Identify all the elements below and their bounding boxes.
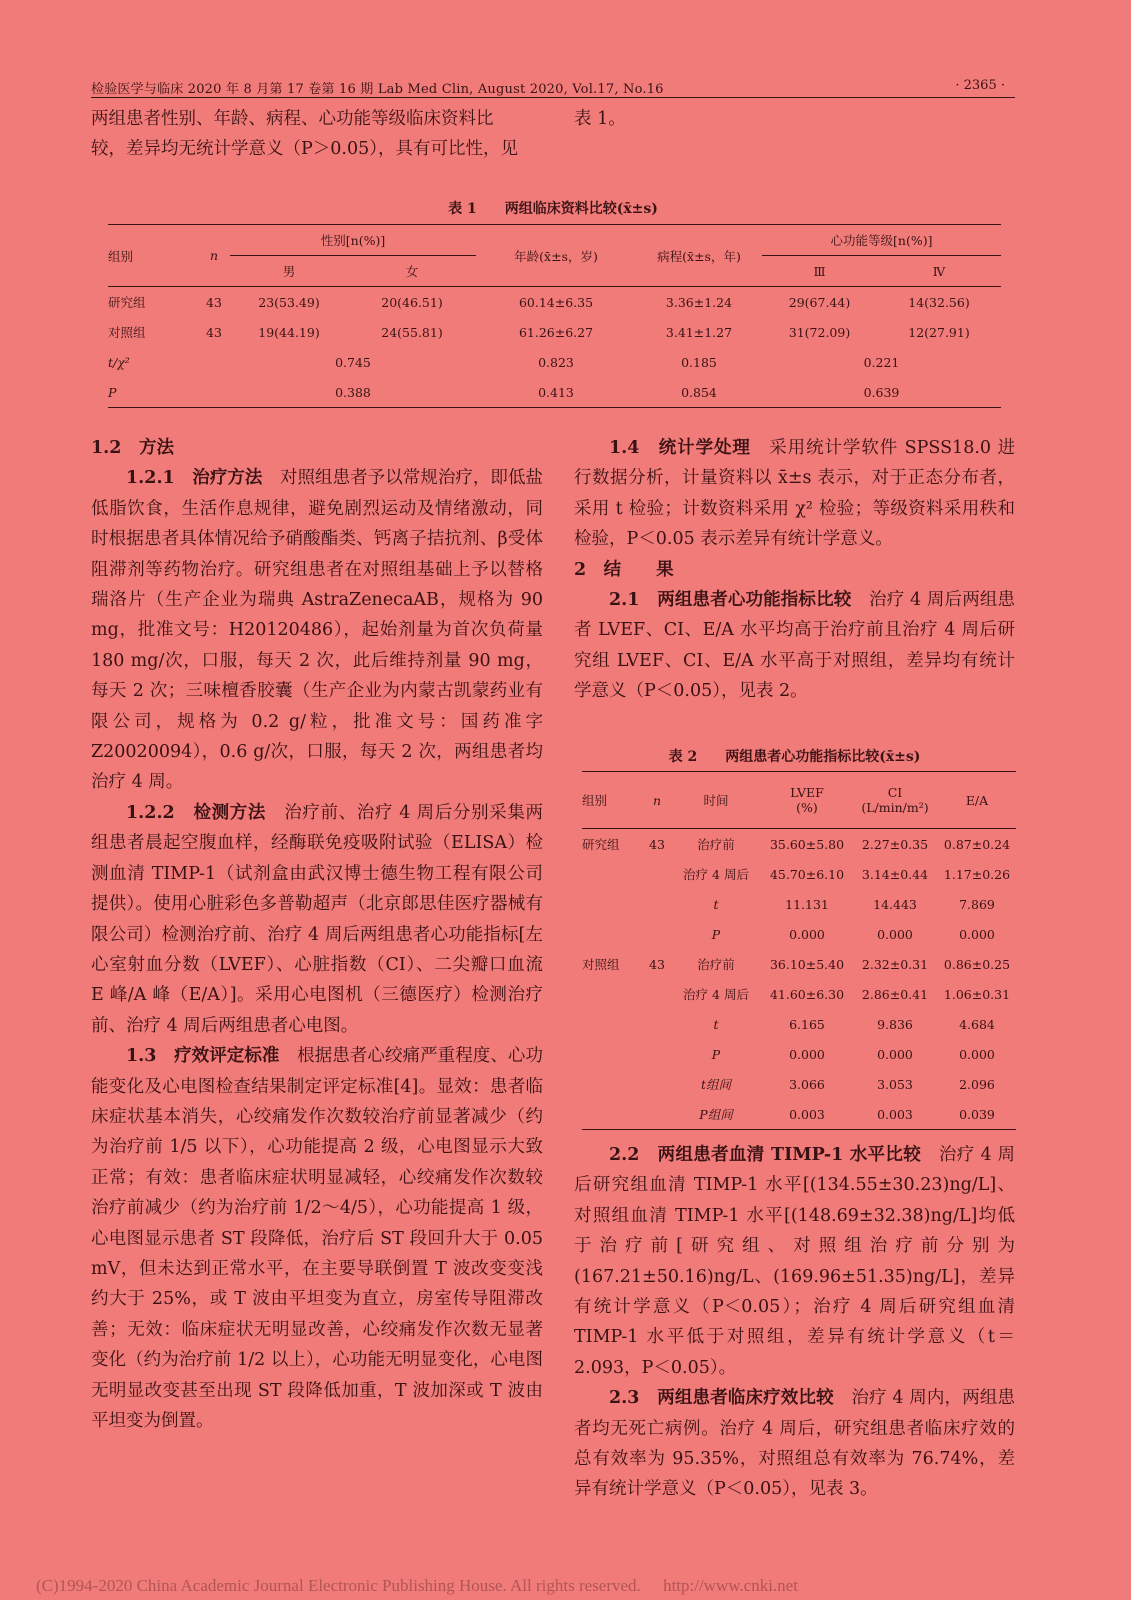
running-header-left xyxy=(91,78,664,97)
table1-header-course: 病程(x̄±s，年) xyxy=(657,248,741,264)
cell-p-age: 0.413 xyxy=(538,384,574,400)
cell-grade4: 12(27.91) xyxy=(908,324,970,340)
cell-ci: 9.836 xyxy=(877,1016,913,1032)
copyright-footer xyxy=(36,1576,798,1596)
cell-stat-grade: 0.221 xyxy=(863,354,900,370)
cell-ea: 1.06±0.31 xyxy=(943,986,1011,1002)
cell-lvef: 0.000 xyxy=(789,1046,825,1062)
cell-ea: 7.869 xyxy=(959,896,995,912)
cell-ea: 0.87±0.24 xyxy=(943,836,1011,852)
cell-ci: 0.000 xyxy=(877,1046,913,1062)
cell-lvef: 36.10±5.40 xyxy=(769,956,845,972)
cell-n: 43 xyxy=(206,294,222,310)
heading-1-4: 1.4 统计学处理 xyxy=(609,438,751,458)
intro-line-2: 较，差异均无统计学意义（P＞0.05），具有可比性，见 xyxy=(91,139,518,160)
cell-grade3: 29(67.44) xyxy=(788,294,851,310)
right-column-lower xyxy=(574,1140,1015,1505)
table2-caption: 表 2 两组患者心功能指标比较(x̄±s) xyxy=(668,749,921,765)
left-column xyxy=(91,433,543,1436)
table-row xyxy=(582,829,1016,860)
intro-line-1: 两组患者性别、年龄、病程、心功能等级临床资料比 xyxy=(91,109,494,129)
heading-1-2: 1.2 方法 xyxy=(91,438,174,458)
cell-n xyxy=(644,1069,670,1099)
cell-time: 治疗 4 周后 xyxy=(683,987,749,1002)
cell-lvef: 0.003 xyxy=(789,1106,825,1122)
table2-header-group: 组别 xyxy=(582,793,608,808)
cell-n xyxy=(644,859,670,889)
cell-group xyxy=(582,979,644,1009)
paragraph-1-2-1: 对照组患者予以常规治疗，即低盐低脂饮食，生活作息规律，避免剧烈运动及情绪激动，同时根据患者具体情况给予硝酸酯类、钙离子拮抗剂、β受体阻滞剂等药物治疗。研究组患者在对照组基础上予以替格瑞洛片（生产企业为瑞典 AstraZenecaAB，规格为 90 mg，批准文号：H20120486），起始剂量为首次负荷量 180 mg/次，口服，每天 2 次，此后维持剂量 90 mg，每天 2 次；三味檀香胶囊（生产企业为内蒙古凯蒙药业有限公司，规格为 0.2 g/粒，批准文号：国药准字 Z20020094），0.6 g/次，口服，每天 2 次，两组患者均治疗 4 周。 xyxy=(91,468,544,793)
cell-grade3: 31(72.09) xyxy=(788,324,851,340)
cell-n xyxy=(644,979,670,1009)
cell-p-sex: 0.388 xyxy=(335,384,371,400)
paragraph-1-3: 根据患者心绞痛严重程度、心功能变化及心电图检查结果制定评定标准[4]。显效：患者临床症状基本消失，心绞痛发作次数较治疗前显著减少（约为治疗前 1/5 以下），心功能提高 2 级，心电图显示大致正常；有效：患者临床症状明显减轻，心绞痛发作次数较治疗前减少（约为治疗前 1/2～4/5），心功能提高 1 级，心电图显示患者 ST 段降低，治疗后 ST 段回升大于 0.05 mV，但未达到正常水平，在主要导联倒置 T 波改变变浅约大于 25%，或 T 波由平坦变为直立，房室传导阻滞改善；无效：临床症状无明显改善，心绞痛发作次数无显著变化（约为治疗前 1/2 以上），心功能无明显变化，心电图无明显改变甚至出现 ST 段降低加重，T 波加深或 T 波由平坦变为倒置。 xyxy=(91,1046,544,1431)
table1-header-grade4: Ⅳ xyxy=(932,263,946,279)
cell-course: 3.41±1.27 xyxy=(665,324,733,340)
table1-header-n: n xyxy=(209,248,219,263)
ci-unit: (L/min/m²) xyxy=(861,800,929,815)
cell-group: 对照组 xyxy=(582,957,620,972)
heading-1-2-1: 1.2.1 治疗方法 xyxy=(126,468,263,489)
right-column-upper xyxy=(574,433,1015,707)
heading-2-1: 2.1 两组患者心功能指标比较 xyxy=(609,590,852,611)
paragraph-1-4: 采用统计学软件 SPSS18.0 进行数据分析，计量资料以 x̄±s 表示，对于正态分布者，采用 t 检验；计数资料采用 χ² 检验；等级资料采用秩和检验，P＜0.05 表示差异有统计学意义。 xyxy=(574,438,1016,550)
cell-stat-sex: 0.745 xyxy=(335,354,371,370)
lvef-label: LVEF xyxy=(790,785,824,800)
cell-n xyxy=(644,889,670,919)
cell-ci: 2.32±0.31 xyxy=(861,956,929,972)
heading-2-2: 2.2 两组患者血清 TIMP-1 水平比较 xyxy=(609,1145,922,1165)
cell-n xyxy=(644,1009,670,1039)
paragraph-1-2-2: 治疗前、治疗 4 周后分别采集两组患者晨起空腹血样，经酶联免疫吸附试验（ELISA）检测血清 TIMP-1（试剂盒由武汉博士德生物工程有限公司提供）。使用心脏彩色多普勒超声（北京郎思佳医疗器械有限公司）检测治疗前、治疗 4 周后两组患者心功能指标[左心室射血分数（LVEF）、心脏指数（CI）、二尖瓣口血流 E 峰/A 峰（E/A）]。采用心电图机（三德医疗）检测治疗前、治疗 4 周后两组患者心电图。 xyxy=(91,802,544,1036)
cell-p-grade: 0.639 xyxy=(863,384,900,400)
cell-ea: 1.17±0.26 xyxy=(943,866,1011,882)
cell-age: 60.14±6.35 xyxy=(518,294,594,310)
cell-lvef: 41.60±6.30 xyxy=(769,986,845,1002)
cell-group: 研究组 xyxy=(108,295,146,310)
table-row xyxy=(108,347,1001,377)
cell-ci: 3.053 xyxy=(877,1076,913,1092)
cell-p-label: P xyxy=(108,384,117,400)
cell-lvef: 0.000 xyxy=(789,926,825,942)
cell-group xyxy=(582,1069,644,1099)
cell-ea: 0.000 xyxy=(959,926,995,942)
cell-n xyxy=(644,1039,670,1069)
table-row xyxy=(108,377,1001,408)
cell-course: 3.36±1.24 xyxy=(665,294,733,310)
cell-time: t xyxy=(713,1016,719,1032)
heading-1-3: 1.3 疗效评定标准 xyxy=(126,1046,280,1067)
cell-n xyxy=(644,919,670,949)
cell-female: 20(46.51) xyxy=(381,294,443,310)
cell-group xyxy=(582,859,644,889)
table-row xyxy=(582,1099,1016,1130)
table-row xyxy=(582,949,1016,979)
table1-header-grade: 心功能等级[n(%)] xyxy=(762,225,1001,256)
cell-ci: 3.14±0.44 xyxy=(861,866,929,882)
header-rule xyxy=(91,97,1015,98)
cell-ea: 0.039 xyxy=(959,1106,995,1122)
table2-header-ci xyxy=(852,772,938,829)
cell-ea: 2.096 xyxy=(959,1076,995,1092)
paragraph-2-3: 治疗 4 周内，两组患者均无死亡病例。治疗 4 周后，研究组患者临床疗效的总有效率为 95.35%，对照组总有效率为 76.74%，差异有统计学意义（P＜0.05），见表 3。 xyxy=(574,1388,1016,1500)
cell-ea: 4.684 xyxy=(959,1016,995,1032)
heading-1-2-2: 1.2.2 检测方法 xyxy=(126,802,267,823)
table-row xyxy=(582,859,1016,889)
table1-header-sex: 性别[n(%)] xyxy=(230,225,476,256)
cell-time: P xyxy=(711,926,721,942)
cell-n: 43 xyxy=(649,956,665,972)
table2-header-time: 时间 xyxy=(703,793,729,808)
cell-grade4: 14(32.56) xyxy=(908,294,970,310)
table2-header-ea: E/A xyxy=(965,792,989,808)
cell-lvef: 11.131 xyxy=(785,896,829,912)
cell-age: 61.26±6.27 xyxy=(518,324,594,340)
cell-p-course: 0.854 xyxy=(681,384,717,400)
cell-time: t组间 xyxy=(700,1077,732,1092)
table1-caption: 表 1 两组临床资料比较(x̄±s) xyxy=(448,201,658,217)
table-row xyxy=(582,1069,1016,1099)
paragraph-2-2: 治疗 4 周后研究组血清 TIMP-1 水平[(134.55±30.23)ng/L]、对照组血清 TIMP-1 水平[(148.69±32.38)ng/L]均低于治疗前[研究组、对照组治疗前分别为(167.21±50.16)ng/L、(169.96±51.35)ng/L]，差异有统计学意义（P＜0.05）；治疗 4 周后研究组血清 TIMP-1 水平低于对照组，差异有统计学意义（t＝2.093，P＜0.05）。 xyxy=(574,1145,1016,1378)
journal-title: 检验医学与临床 2020 年 8 月第 17 卷第 16 期 xyxy=(91,82,374,97)
table-row xyxy=(108,287,1001,318)
page-number: · 2365 · xyxy=(955,78,1005,93)
cell-group: 对照组 xyxy=(108,325,146,340)
cell-group xyxy=(582,889,644,919)
table1-header-age: 年龄(x̄±s，岁) xyxy=(514,248,598,264)
lvef-unit: (%) xyxy=(796,800,818,815)
cell-time: t xyxy=(713,896,719,912)
intro-left xyxy=(91,104,543,165)
intro-line-3: 表 1。 xyxy=(574,109,626,129)
cell-time: 治疗前 xyxy=(697,837,735,852)
table1-header-male: 男 xyxy=(282,264,296,279)
copyright-text: (C)1994-2020 China Academic Journal Electronic Publishing House. All rights reserved. xyxy=(36,1576,641,1595)
cnki-url: http://www.cnki.net xyxy=(663,1576,798,1595)
table2 xyxy=(582,771,1016,1130)
cell-group: 研究组 xyxy=(582,837,620,852)
table1-header-group: 组别 xyxy=(108,248,134,264)
cell-time: P xyxy=(711,1046,721,1062)
cell-lvef: 35.60±5.80 xyxy=(769,836,845,852)
cell-ci: 0.000 xyxy=(877,926,913,942)
cell-ci: 0.003 xyxy=(877,1106,913,1122)
cell-ea: 0.000 xyxy=(959,1046,995,1062)
cell-group xyxy=(582,1009,644,1039)
cell-ea: 0.86±0.25 xyxy=(943,956,1011,972)
cell-lvef: 3.066 xyxy=(789,1076,825,1092)
cell-stat-age: 0.823 xyxy=(538,354,574,370)
cell-time: 治疗前 xyxy=(697,957,735,972)
table-row xyxy=(582,1039,1016,1069)
table2-header-lvef xyxy=(762,772,852,829)
cell-group xyxy=(582,1099,644,1130)
cell-ci: 2.86±0.41 xyxy=(861,986,929,1002)
heading-2: 2 结 果 xyxy=(574,559,674,580)
table-row xyxy=(582,1009,1016,1039)
cell-stat-label: t/χ² xyxy=(108,354,130,370)
ci-label: CI xyxy=(887,785,903,800)
cell-female: 24(55.81) xyxy=(381,324,443,340)
cell-stat-course: 0.185 xyxy=(681,354,717,370)
cell-group xyxy=(582,1039,644,1069)
cell-lvef: 6.165 xyxy=(789,1016,825,1032)
table-row xyxy=(582,979,1016,1009)
cell-male: 19(44.19) xyxy=(258,324,320,340)
table1-header-grade3: Ⅲ xyxy=(813,263,826,279)
table2-header-n: n xyxy=(652,792,662,808)
cell-n: 43 xyxy=(649,836,665,852)
table-row xyxy=(108,317,1001,347)
journal-title-en: Lab Med Clin, August 2020, Vol.17, No.16 xyxy=(377,82,664,97)
heading-2-3: 2.3 两组患者临床疗效比较 xyxy=(609,1388,834,1409)
cell-time: P组间 xyxy=(699,1107,733,1122)
cell-ci: 14.443 xyxy=(873,896,917,912)
cell-lvef: 45.70±6.10 xyxy=(769,866,845,882)
table-row xyxy=(582,889,1016,919)
cell-n xyxy=(644,1099,670,1130)
cell-ci: 2.27±0.35 xyxy=(861,836,929,852)
table2-body xyxy=(582,829,1016,1130)
table1 xyxy=(108,224,1001,408)
cell-time: 治疗 4 周后 xyxy=(683,867,749,882)
intro-right xyxy=(574,104,1015,134)
cell-group xyxy=(582,919,644,949)
table-row xyxy=(582,919,1016,949)
cell-n: 43 xyxy=(206,324,222,340)
table1-header-female: 女 xyxy=(405,264,419,279)
cell-male: 23(53.49) xyxy=(258,294,320,310)
paragraph-2-1: 治疗 4 周后两组患者 LVEF、CI、E/A 水平均高于治疗前且治疗 4 周后研究组 LVEF、CI、E/A 水平高于对照组，差异均有统计学意义（P＜0.05），见表 2。 xyxy=(574,590,1015,702)
